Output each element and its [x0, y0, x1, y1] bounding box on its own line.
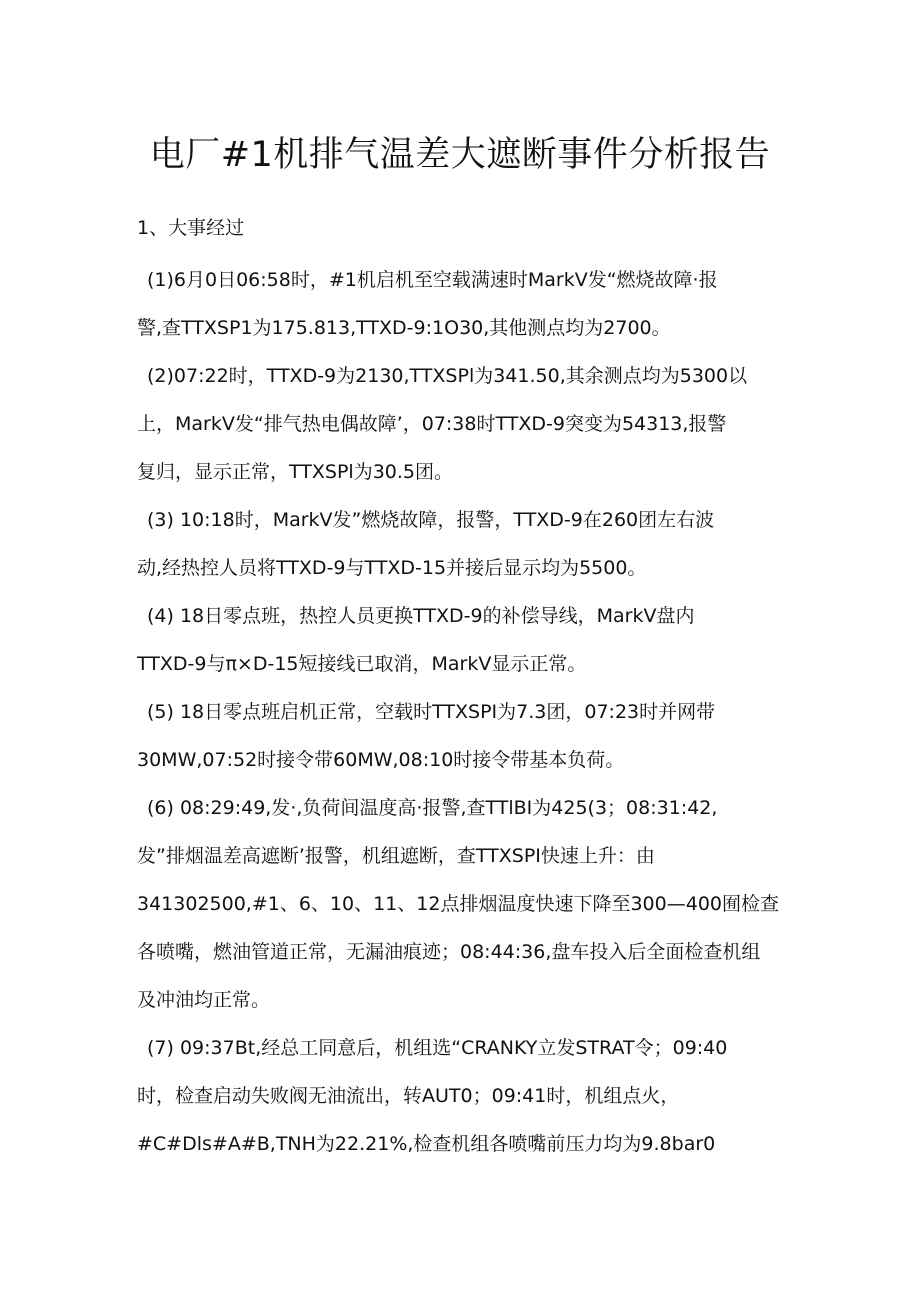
paragraph-line: (3) 10:18时，MarkV发”燃烧故障，报警，TTXD-9在260团左右波 — [147, 509, 715, 531]
paragraph-1 — [137, 256, 792, 352]
paragraph-3 — [137, 496, 792, 592]
paragraph-line: 各喷嘴，燃油管道正常，无漏油痕迹；08:44:36,盘车投入后全面检查机组 — [137, 941, 761, 963]
paragraph-6 — [137, 784, 792, 1024]
paragraph-7 — [137, 1024, 792, 1168]
paragraph-line: 30MW,07:52时接令带60MW,08:10时接令带基本负荷。 — [137, 749, 625, 771]
paragraph-line: (6) 08:29:49,发·,负荷间温度高·报警,查TTlBI为425(3；08:31:42, — [147, 797, 718, 819]
paragraph-line: (7) 09:37Bt,经总工同意后，机组选“CRANKY立发STRAT令；09:40 — [147, 1037, 728, 1059]
paragraph-line: (4) 18日零点班，热控人员更换TTXD-9的补偿导线，MarkV盘内 — [147, 605, 695, 627]
paragraph-line: (1)6月0日06:58时，#1机启机至空载满速时MarkV发“燃烧故障·报 — [147, 269, 718, 291]
paragraph-2 — [137, 352, 792, 496]
paragraph-line: 发”排烟温差高遮断’报警，机组遮断，查TTXSPI快速上升：由 — [137, 845, 655, 867]
paragraph-line: (2)07:22时，TTXD-9为2130,TTXSPl为341.50,其余测点均为5300以 — [147, 365, 748, 387]
paragraph-line: 341302500,#1、6、10、11、12点排烟温度快速下降至300—400囿检查 — [137, 893, 779, 915]
paragraph-line: #C#Dls#A#B,TNH为22.21%,检查机组各喷嘴前压力均为9.8bar0 — [137, 1133, 716, 1155]
paragraph-line: TTXD-9与π×D-15短接线已取消，MarkV显示正常。 — [137, 653, 587, 675]
paragraph-line: 复归，显示正常，TTXSPl为30.5团。 — [137, 461, 453, 483]
paragraph-line: 时，检查启动失败阀无油流出，转AUT0；09:41时，机组点火， — [137, 1085, 680, 1107]
paragraph-5 — [137, 688, 792, 784]
paragraph-line: (5) 18日零点班启机正常，空载时TTXSPI为7.3团，07:23时并网带 — [147, 701, 716, 723]
document-title: 电厂#1机排气温差大遮断事件分析报告 — [149, 135, 771, 175]
paragraph-line: 及冲油均正常。 — [137, 989, 271, 1011]
paragraph-line: 动,经热控人员将TTXD-9与TTXD-15并接后显示均为5500。 — [137, 557, 647, 579]
paragraph-line: 上，MarkV发“排气热电偶故障’，07:38时TTXD-9突变为54313,报警 — [137, 413, 727, 435]
paragraph-line: 警,查TTXSP1为175.813,TTXD-9:1O30,其他测点均为2700。 — [137, 317, 671, 339]
paragraph-4 — [137, 592, 792, 688]
section-heading: 1、大事经过 — [137, 217, 245, 239]
